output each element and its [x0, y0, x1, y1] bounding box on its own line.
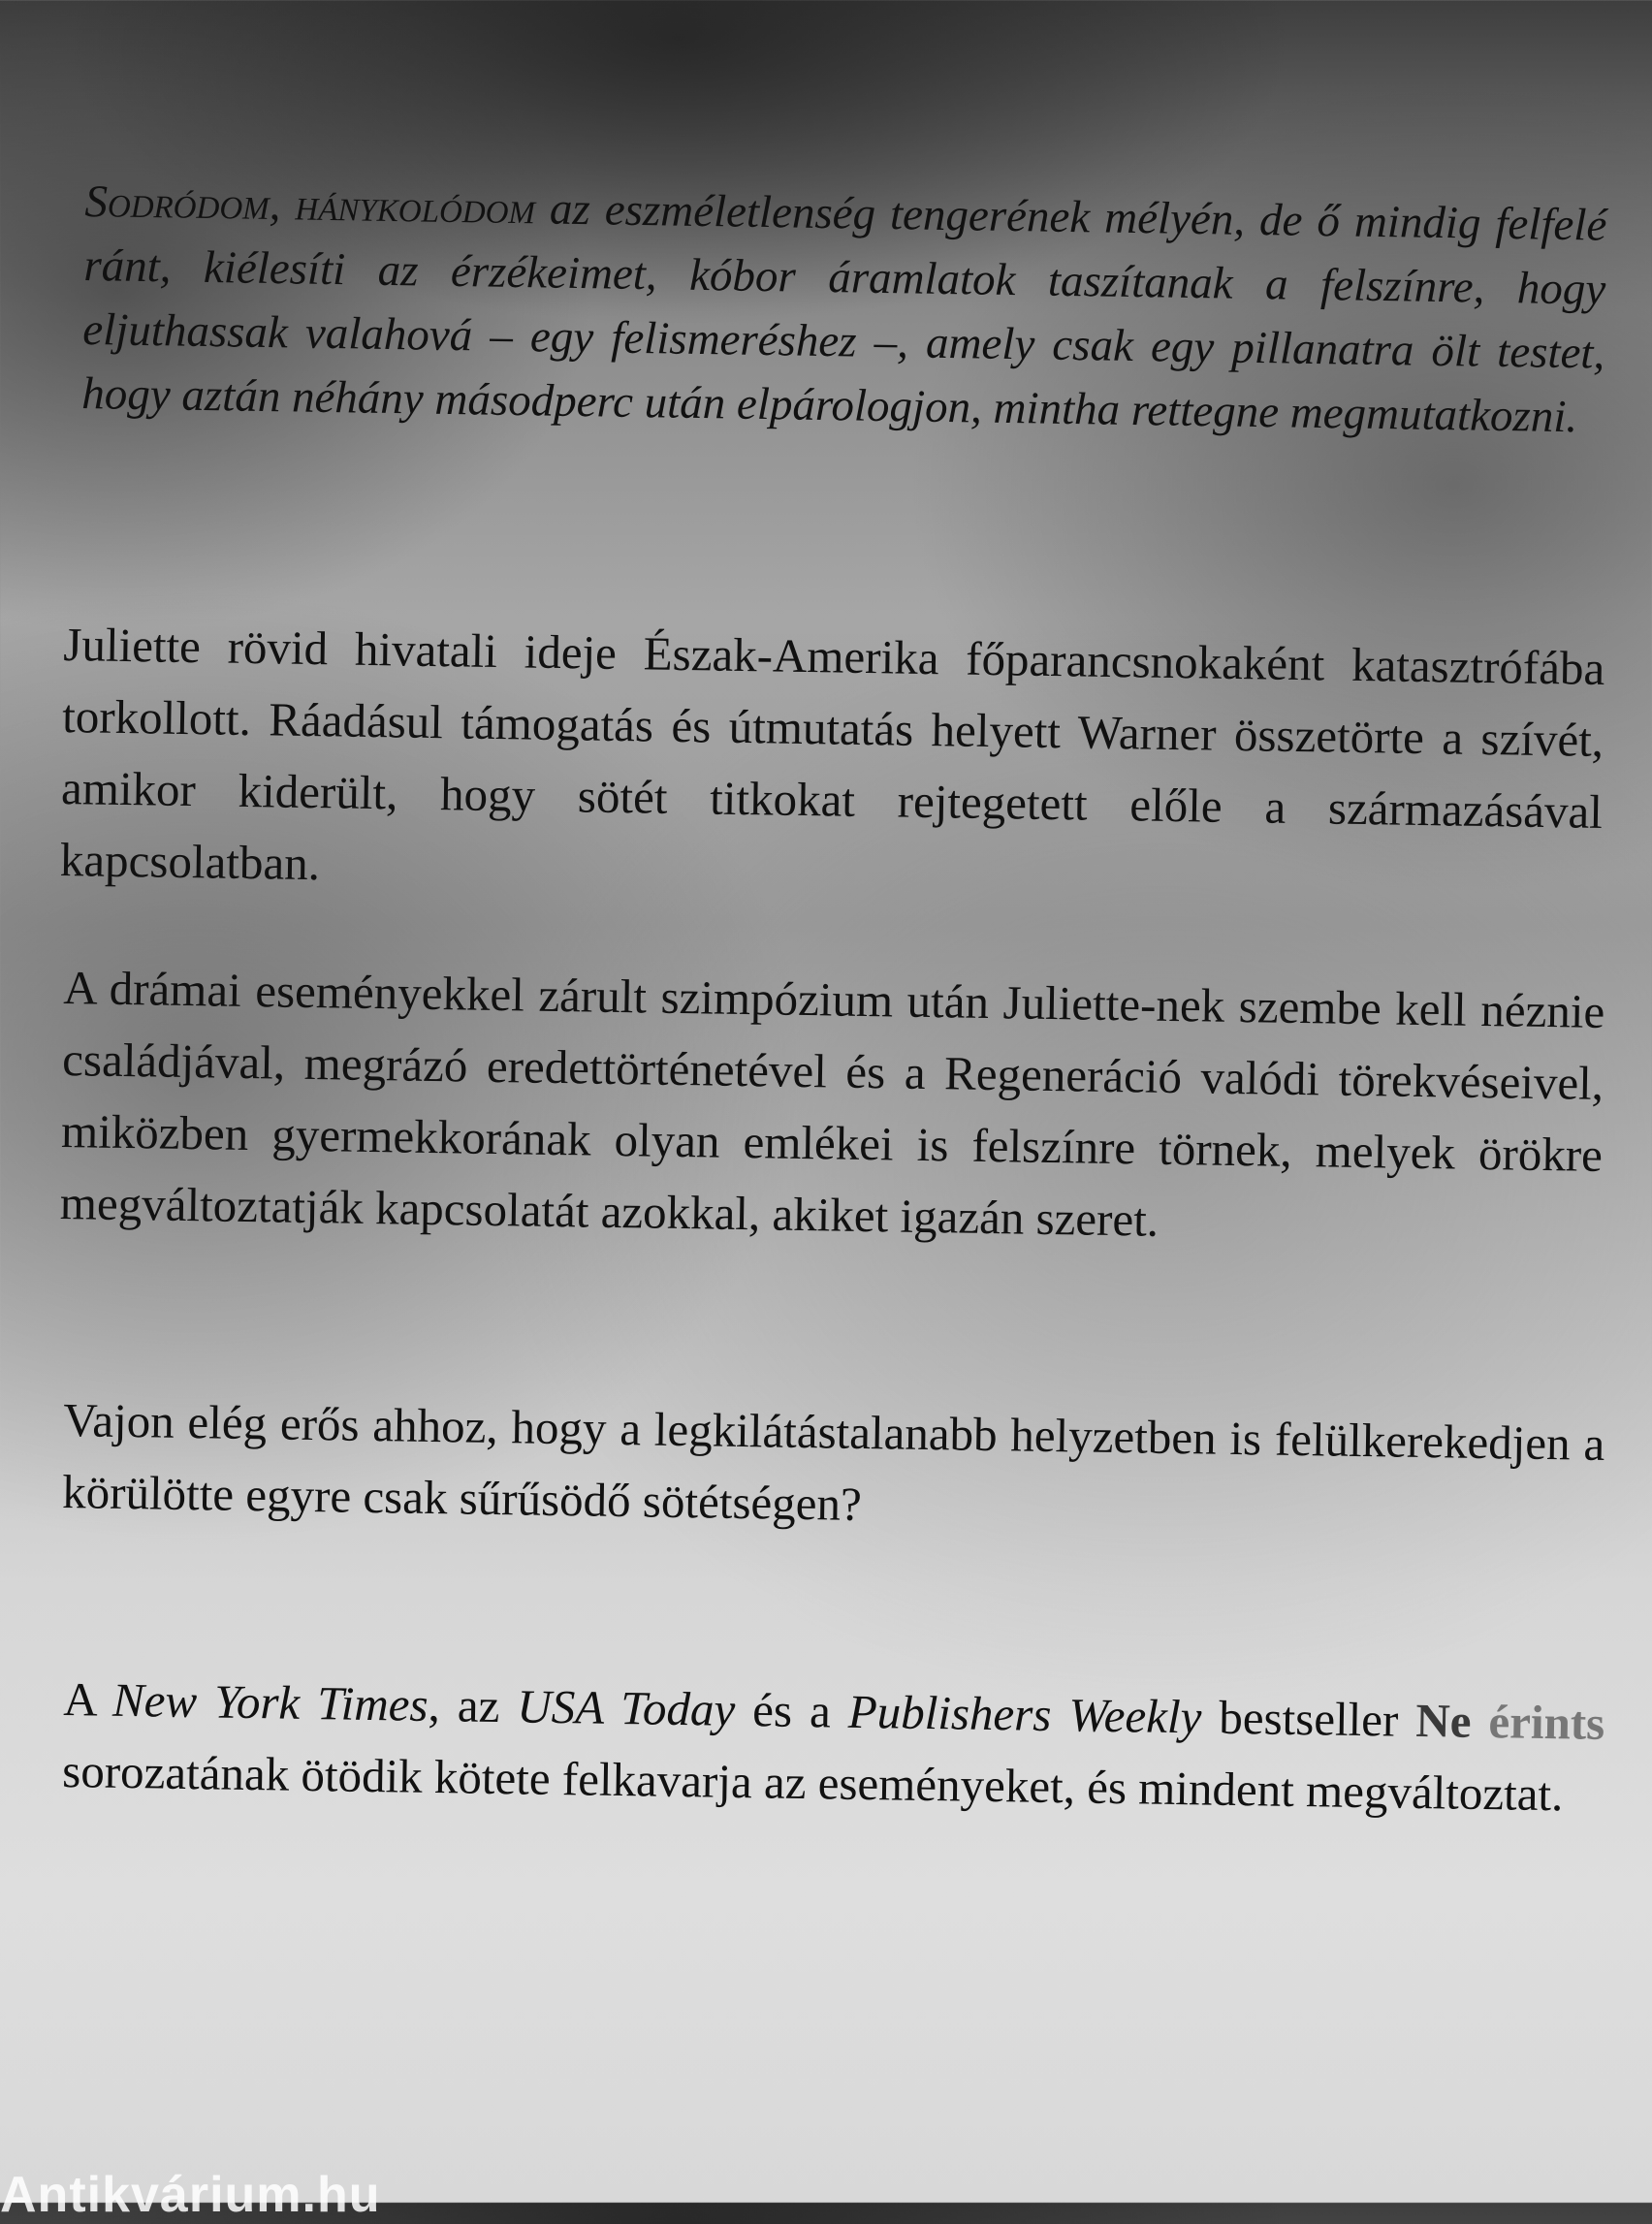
closing-text-b: , az	[428, 1677, 518, 1733]
series-title-second: érints	[1488, 1695, 1605, 1750]
blurb-paragraph-1: Juliette rövid hivatali ideje Észak-Amerika főparancsnokaként katasztrófába torkollott. Ráadásul támogatás és útmutatás helyett Warner összetörte a szívét, amikor kiderült, hogy sötét titkokat rejtegetett előle a származásával kapcsolatban.	[59, 617, 1605, 891]
closing-text-d: bestseller	[1200, 1690, 1416, 1747]
watermark: Antikvárium.hu	[0, 2167, 381, 2223]
nyt-title: New York Times	[111, 1672, 429, 1732]
closing-text-c: és a	[734, 1682, 849, 1738]
blurb-paragraph-2: A drámai eseményekkel zárult szimpózium után Juliette-nek szembe kell néznie családjával, megrázó eredettörténetével és a Regeneráció valódi törekvéseivel, miközben gyermekkorának olyan emlékei is felszínre törnek, melyek örökre megváltoztatják kapcsolatát azokkal, akiket igazán szeret.	[59, 960, 1605, 1247]
series-title-first: Ne	[1414, 1693, 1472, 1748]
closing-text-a: A	[62, 1671, 113, 1727]
intro-lead: Sodródom, hánykolódom	[84, 175, 536, 235]
publishers-weekly-title: Publishers Weekly	[847, 1684, 1202, 1744]
intro-text: az eszméletlenség tengerének mélyén, de ő mindig felfelé ránt, kiélesíti az érzékeimet, kóbor áramlatok taszítanak a felszínre, hogy eljuthassak valahová – egy felismeréshez –, amely csak egy pillanatra ölt testet, hogy aztán néhány másodperc után elpárologjon, mintha rettegne megmutatkozni.	[80, 183, 1607, 443]
usa-today-title: USA Today	[516, 1679, 736, 1736]
closing-text-e: sorozatának ötödik kötete felkavarja az eseményeket, és mindent megváltoztat.	[61, 1743, 1564, 1822]
series-closing-paragraph	[62, 1664, 1605, 1831]
intro-excerpt	[81, 170, 1607, 450]
blurb-paragraph-3: Vajon elég erős ahhoz, hogy a legkilátástalanabb helyzetben is felülkerekedjen a körülötte egyre csak sűrűsödő sötétségen?	[61, 1392, 1605, 1531]
series-title-space	[1471, 1695, 1489, 1748]
